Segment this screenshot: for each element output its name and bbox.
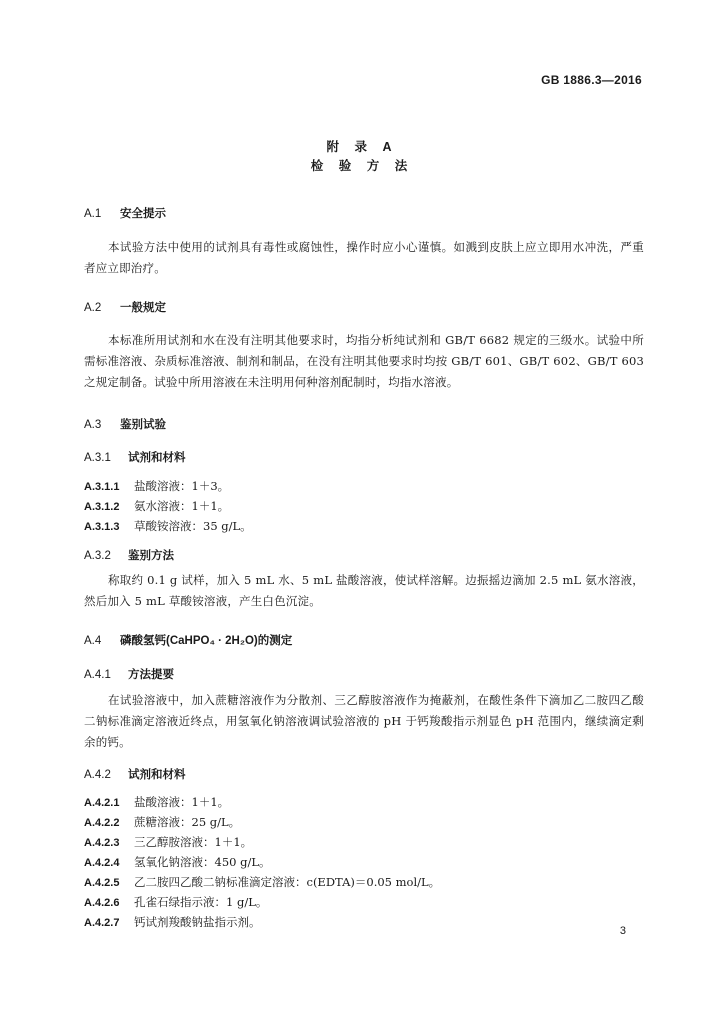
list-item: A.4.2.4 氢氧化钠溶液：450 g/L。 bbox=[84, 855, 271, 869]
paragraph-identification-method: 称取约 0.1 g 试样，加入 5 mL 水、5 mL 盐酸溶液，使试样溶解。边振摇边滴加 2.5 mL 氨水溶液，然后加入 5 mL 草酸铵溶液，产生白色沉淀。 bbox=[84, 573, 644, 608]
standard-code: GB 1886.3—2016 bbox=[541, 73, 642, 87]
section-number: A.4 bbox=[84, 635, 102, 647]
section-label: 方法提要 bbox=[128, 669, 174, 681]
section-label: 一般规定 bbox=[120, 302, 166, 314]
annex-subtitle: 检 验 方 法 bbox=[310, 159, 414, 173]
section-number: A.3.2 bbox=[84, 550, 111, 562]
annex-title: 附 录 A bbox=[326, 140, 398, 154]
section-heading-a4 bbox=[84, 632, 292, 648]
section-label: 磷酸氢钙(CaHPO₄ · 2H₂O)的测定 bbox=[120, 635, 293, 647]
section-number: A.3 bbox=[84, 419, 102, 431]
list-item: A.4.2.3 三乙醇胺溶液：1＋1。 bbox=[84, 835, 253, 849]
list-item: A.4.2.7 钙试剂羧酸钠盐指示剂。 bbox=[84, 915, 261, 929]
section-heading-a32 bbox=[84, 547, 174, 563]
section-label: 试剂和材料 bbox=[128, 452, 186, 464]
list-item: A.3.1.1 盐酸溶液：1＋3。 bbox=[84, 479, 230, 493]
section-label: 鉴别试验 bbox=[120, 419, 166, 431]
section-label: 试剂和材料 bbox=[128, 769, 186, 781]
list-item: A.4.2.2 蔗糖溶液：25 g/L。 bbox=[84, 815, 241, 829]
page-number: 3 bbox=[619, 925, 626, 937]
section-label: 鉴别方法 bbox=[128, 550, 174, 562]
section-number: A.4.1 bbox=[84, 669, 111, 681]
section-heading-a31 bbox=[84, 449, 186, 465]
section-heading-a41 bbox=[84, 666, 174, 682]
paragraph-method-summary: 在试验溶液中，加入蔗糖溶液作为分散剂、三乙醇胺溶液作为掩蔽剂，在酸性条件下滴加乙二胺四乙酸二钠标准滴定溶液近终点，用氢氧化钠溶液调试验溶液的 pH 于钙羧酸指示剂显色 pH 范围内，继续滴定剩余的钙。 bbox=[84, 693, 644, 749]
section-heading-a3 bbox=[84, 416, 166, 432]
section-heading-a42 bbox=[84, 766, 186, 782]
list-item: A.3.1.2 氨水溶液：1＋1。 bbox=[84, 499, 230, 513]
section-number: A.4.2 bbox=[84, 769, 111, 781]
section-number: A.2 bbox=[84, 302, 102, 314]
section-number: A.1 bbox=[84, 208, 102, 220]
section-label: 安全提示 bbox=[120, 208, 166, 220]
section-heading-a2 bbox=[84, 299, 166, 315]
list-item: A.3.1.3 草酸铵溶液：35 g/L。 bbox=[84, 519, 252, 533]
paragraph-general: 本标准所用试剂和水在没有注明其他要求时，均指分析纯试剂和 GB/T 6682 规定的三级水。试验中所需标准溶液、杂质标准溶液、制剂和制品，在没有注明其他要求时均按 GB/T 601、GB/T 602、GB/T 603之规定制备。试验中所用溶液在未注明用何种溶剂配制时，均指水溶液。 bbox=[84, 333, 644, 389]
list-item: A.4.2.5 乙二胺四乙酸二钠标准滴定溶液：c(EDTA)＝0.05 mol/L。 bbox=[84, 875, 441, 889]
paragraph-safety: 本试验方法中使用的试剂具有毒性或腐蚀性，操作时应小心谨慎。如溅到皮肤上应立即用水冲洗，严重者应立即治疗。 bbox=[84, 240, 644, 275]
list-item: A.4.2.6 孔雀石绿指示液：1 g/L。 bbox=[84, 895, 268, 909]
section-heading-a1 bbox=[84, 205, 166, 221]
list-item: A.4.2.1 盐酸溶液：1＋1。 bbox=[84, 795, 230, 809]
section-number: A.3.1 bbox=[84, 452, 111, 464]
